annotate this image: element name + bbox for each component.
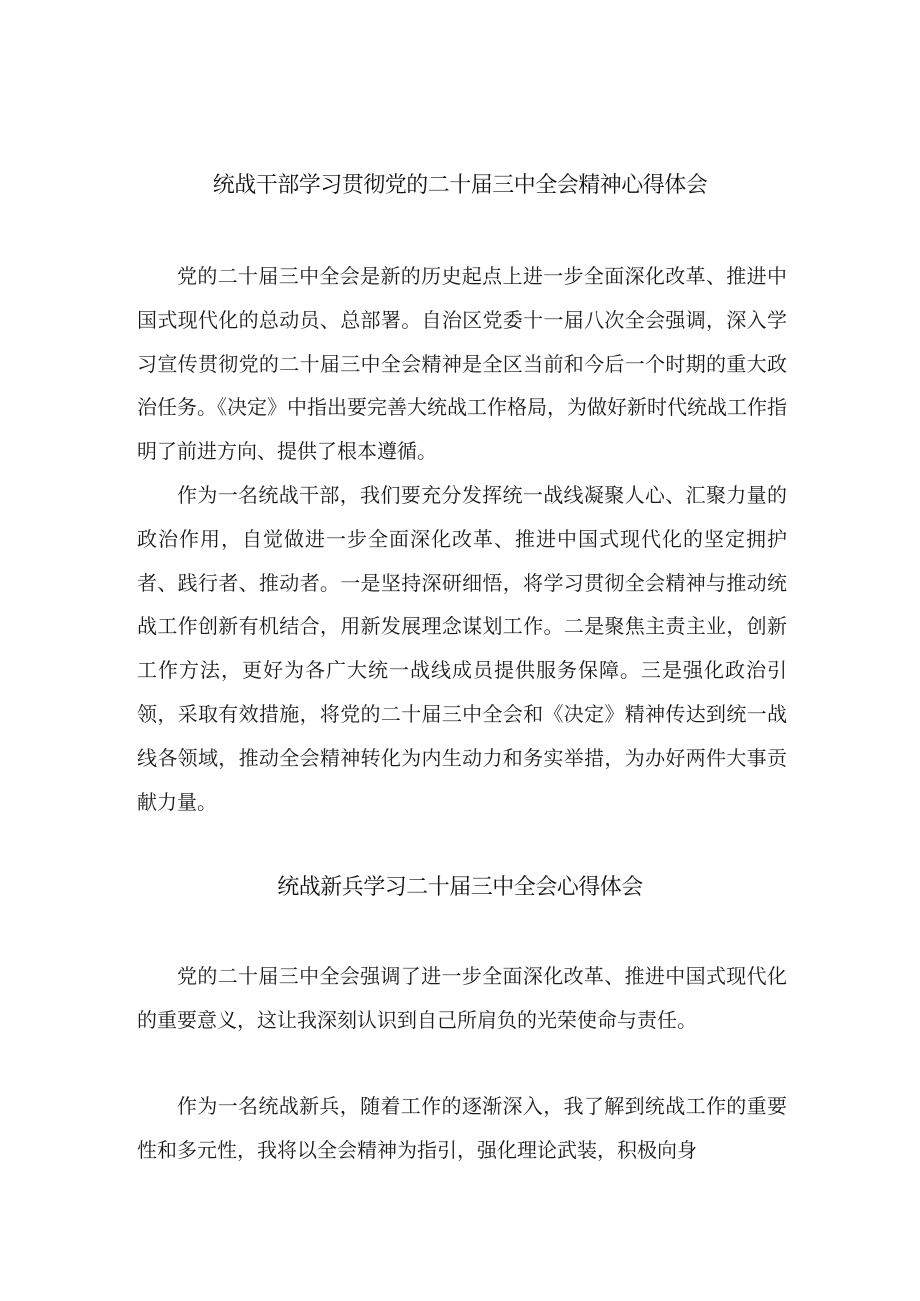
article-2-paragraph-1: 党的二十届三中全会强调了进一步全面深化改革、推进中国式现代化的重要意义，这让我深刻认识到自己所肩负的光荣使命与责任。 xyxy=(137,964,787,1032)
article-1-paragraph-2: 作为一名统战干部，我们要充分发挥统一战线凝聚人心、汇聚力量的政治作用，自觉做进一步全面深化改革、推进中国式现代化的坚定拥护者、践行者、推动者。一是坚持深研细悟，将学习贯彻全会精神与推动统战工作创新有机结合，用新发展理念谋划工作。二是聚焦主责主业，创新工作方法，更好为各广大统一战线成员提供服务保障。三是强化政治引领，采取有效措施，将党的二十届三中全会和《决定》精神传达到统一战线各领域，推动全会精神转化为内生动力和务实举措，为办好两件大事贡献力量。 xyxy=(137,483,787,814)
article-2-paragraph-2: 作为一名统战新兵，随着工作的逐渐深入，我了解到统战工作的重要性和多元性，我将以全会精神为指引，强化理论武装，积极向身 xyxy=(137,1094,787,1162)
article-2-title: 统战新兵学习二十届三中全会心得体会 xyxy=(277,875,643,900)
article-1-title: 统战干部学习贯彻党的二十届三中全会精神心得体会 xyxy=(212,173,708,198)
article-1-paragraph-1: 党的二十届三中全会是新的历史起点上进一步全面深化改革、推进中国式现代化的总动员、总部署。自治区党委十一届八次全会强调，深入学习宣传贯彻党的二十届三中全会精神是全区当前和今后一个时期的重大政治任务。《决定》中指出要完善大统战工作格局，为做好新时代统战工作指明了前进方向、提供了根本遵循。 xyxy=(137,264,787,464)
